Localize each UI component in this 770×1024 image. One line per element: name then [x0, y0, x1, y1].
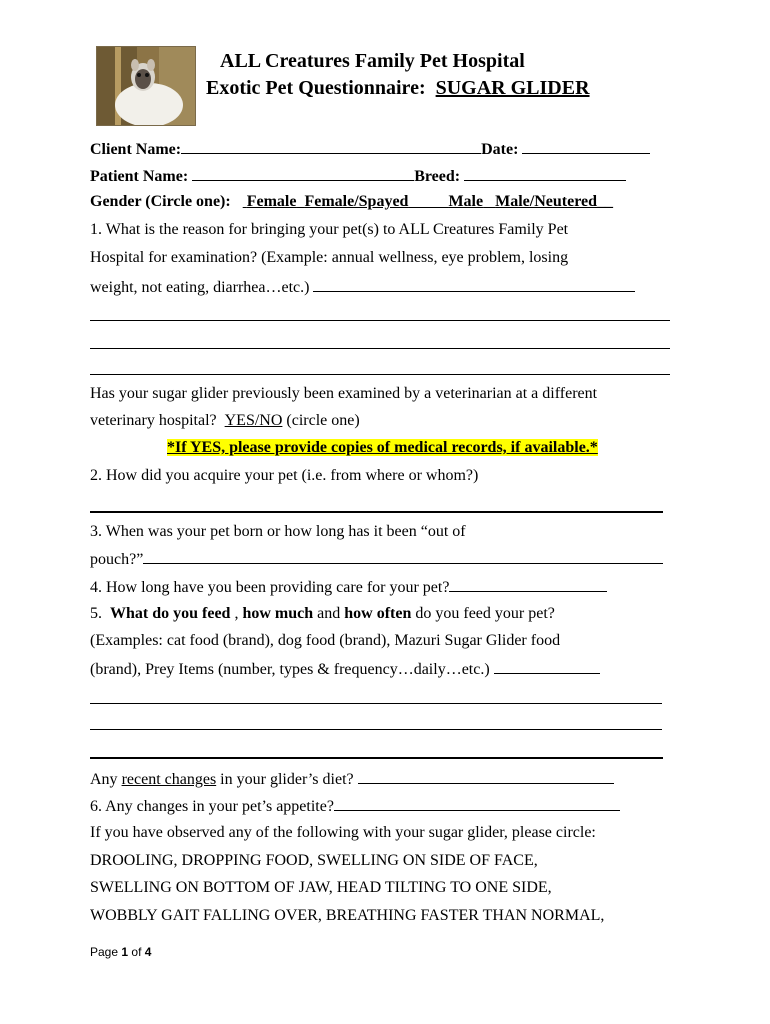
gender-female[interactable]: Female: [246, 193, 297, 210]
sugar-glider-photo: [96, 46, 196, 126]
of-word: of: [131, 945, 142, 959]
question-1-line-3: [90, 276, 635, 298]
symptoms-line-1[interactable]: DROOLING, DROPPING FOOD, SWELLING ON SIDE OF FACE,: [90, 852, 538, 869]
question-5-examples-line-1: (Examples: cat food (brand), dog food (brand), Mazuri Sugar Glider food: [90, 632, 561, 649]
question-5-answer-line-3[interactable]: [90, 757, 663, 759]
question-4-text: 4. How long have you been providing care for your pet?: [90, 579, 450, 596]
recent-changes-answer[interactable]: [358, 768, 614, 784]
date-label: Date:: [481, 141, 519, 158]
question-1-answer-inline[interactable]: [313, 276, 635, 292]
yes-no-option[interactable]: YES/NO: [224, 412, 283, 429]
recent-changes-emphasis: recent changes: [121, 771, 217, 788]
circle-one-note: (circle one): [286, 412, 360, 429]
question-5-comma: ,: [230, 605, 243, 622]
recent-prefix: Any: [90, 771, 122, 788]
question-5-examples-line-2: [90, 658, 600, 680]
question-5-rest: do you feed your pet?: [411, 605, 555, 622]
breed-input[interactable]: [464, 165, 626, 181]
date-input[interactable]: [522, 138, 650, 154]
gender-row: [90, 192, 613, 212]
question-5-answer-line-2[interactable]: [90, 729, 662, 730]
question-5-what: What do you feed: [110, 605, 231, 622]
symptoms-intro: If you have observed any of the following with your sugar glider, please circle:: [90, 824, 596, 841]
question-3-line-2-text: pouch?”: [90, 551, 144, 568]
question-1-line-3-text: weight, not eating, diarrhea…etc.): [90, 279, 310, 296]
species-name: SUGAR GLIDER: [435, 77, 590, 99]
question-2-answer-line[interactable]: [90, 511, 663, 513]
hospital-name: ALL Creatures Family Pet Hospital: [220, 50, 525, 72]
question-2: 2. How did you acquire your pet (i.e. from where or whom?): [90, 467, 479, 484]
page-footer: [90, 945, 151, 959]
question-3-line-2: [90, 548, 663, 570]
question-5-row: [90, 604, 555, 624]
questionnaire-title: [206, 77, 590, 100]
question-5-how-often: how often: [344, 605, 412, 622]
page-word: Page: [90, 945, 119, 959]
symptoms-line-3[interactable]: WOBBLY GAIT FALLING OVER, BREATHING FASTER THAN NORMAL,: [90, 907, 605, 924]
total-pages-number: 4: [144, 945, 152, 959]
gender-label: Gender (Circle one):: [90, 193, 231, 210]
question-3-answer[interactable]: [143, 548, 663, 564]
patient-name-input[interactable]: [192, 165, 414, 181]
question-5-answer-line-1[interactable]: [90, 703, 662, 704]
question-4-answer[interactable]: [449, 576, 607, 592]
records-note-row: [167, 438, 598, 458]
question-5-answer-inline[interactable]: [494, 658, 600, 674]
question-1-answer-line-1[interactable]: [90, 320, 670, 321]
question-5-examples-line-2-text: (brand), Prey Items (number, types & frequency…daily…etc.): [90, 661, 490, 678]
previous-exam-line-2-text: veterinary hospital?: [90, 412, 217, 429]
question-1-line-2: Hospital for examination? (Example: annual wellness, eye problem, losing: [90, 249, 569, 266]
recent-changes-row: [90, 768, 614, 790]
breed-label: Breed:: [414, 168, 461, 185]
question-1-answer-line-3[interactable]: [90, 374, 670, 375]
question-3-line-1: 3. When was your pet born or how long has it been “out of: [90, 523, 466, 540]
question-1-answer-line-2[interactable]: [90, 348, 670, 349]
gender-male-neutered[interactable]: Male/Neutered: [495, 193, 597, 210]
question-6-text: 6. Any changes in your pet’s appetite?: [90, 798, 334, 815]
recent-suffix: in your glider’s diet?: [216, 771, 354, 788]
previous-exam-line-1: Has your sugar glider previously been examined by a veterinarian at a different: [90, 385, 598, 402]
question-4-row: [90, 576, 607, 598]
question-6-answer[interactable]: [334, 795, 620, 811]
question-1-line-1: 1. What is the reason for bringing your pet(s) to ALL Creatures Family Pet: [90, 221, 569, 238]
gender-options: Female Female/Spayed Male Male/Neutered__: [246, 193, 613, 210]
questionnaire-prefix: Exotic Pet Questionnaire:: [206, 77, 426, 99]
question-5-number: 5.: [90, 605, 102, 622]
patient-name-row: [90, 165, 626, 187]
client-name-row: [90, 138, 650, 160]
current-page-number: 1: [121, 945, 129, 959]
gender-female-spayed[interactable]: Female/Spayed: [304, 193, 409, 210]
question-5-how-much: how much: [242, 605, 314, 622]
question-6-row: [90, 795, 620, 817]
client-name-label: Client Name:: [90, 141, 182, 158]
previous-exam-line-2: [90, 411, 360, 431]
patient-name-label: Patient Name:: [90, 168, 189, 185]
symptoms-line-2[interactable]: SWELLING ON BOTTOM OF JAW, HEAD TILTING TO ONE SIDE,: [90, 879, 552, 896]
gender-male[interactable]: Male: [448, 193, 484, 210]
sugar-glider-image: [97, 47, 195, 125]
question-5-and: and: [313, 605, 345, 622]
medical-records-note: *If YES, please provide copies of medical records, if available.*: [167, 439, 598, 456]
client-name-input[interactable]: [181, 138, 481, 154]
